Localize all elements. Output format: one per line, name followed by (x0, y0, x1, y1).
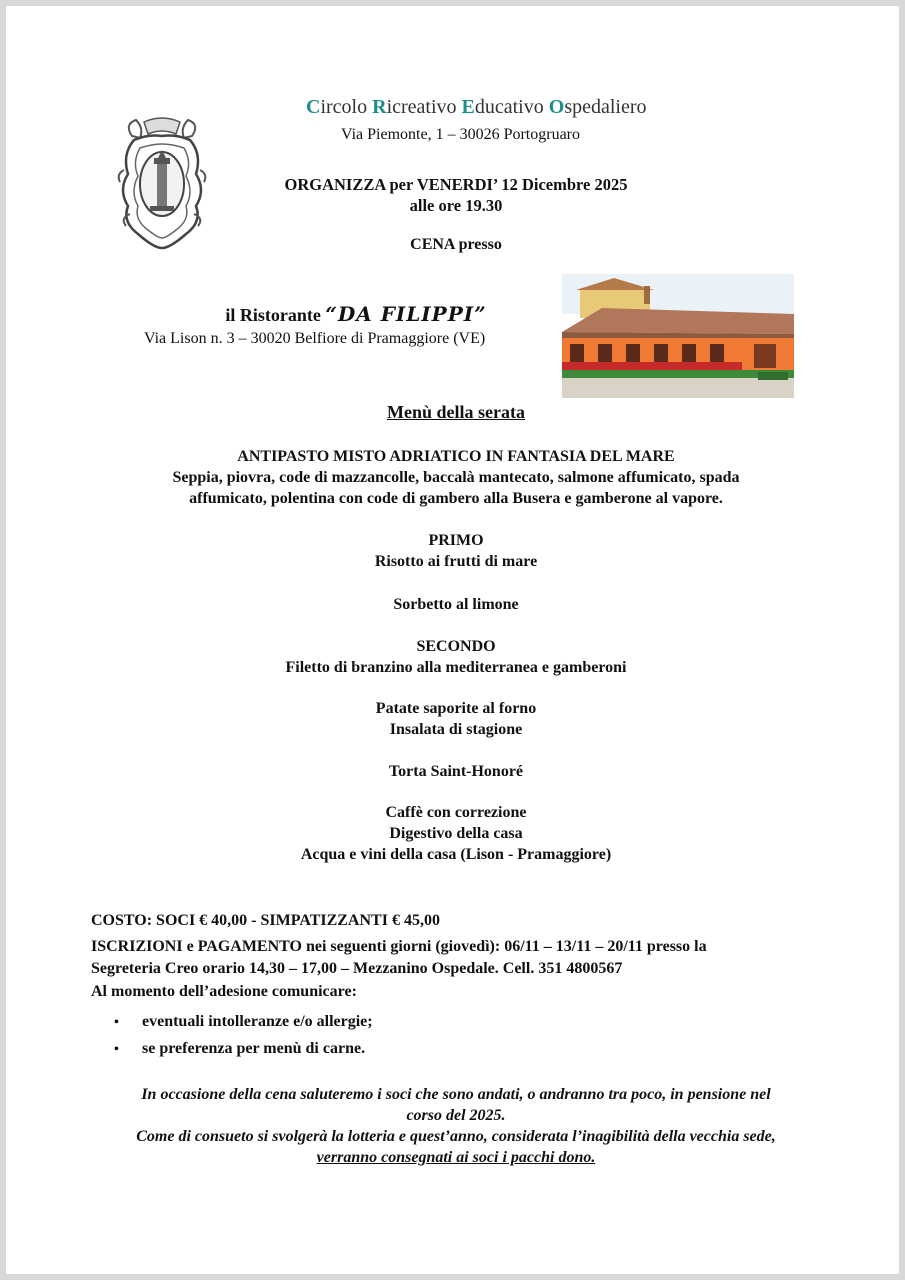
document-page (6, 6, 899, 1274)
org-name-initial-r: R (372, 96, 387, 118)
organization-address: Via Piemonte, 1 – 30026 Portogruaro (341, 126, 581, 143)
digestivo: Digestivo della casa (389, 825, 523, 842)
list-item: • eventuali intolleranze e/o allergie; (114, 1009, 373, 1036)
dinner-label: CENA presso (410, 236, 502, 253)
antipasto-title: ANTIPASTO MISTO ADRIATICO IN FANTASIA DEL MARE (237, 448, 675, 465)
registration-line1: ISCRIZIONI e PAGAMENTO nei seguenti giorni (giovedì): 06/11 – 13/11 – 20/11 presso la (91, 938, 707, 955)
communication-list (114, 1009, 373, 1063)
org-name-word-1: ircolo (320, 96, 373, 118)
retirement-note-line2: corso del 2025. (406, 1107, 506, 1124)
dessert: Torta Saint-Honoré (388, 763, 524, 780)
event-time: alle ore 19.30 (409, 196, 503, 215)
bullet-icon: • (114, 1042, 119, 1057)
restaurant-heading (156, 302, 556, 326)
bevande: Acqua e vini della casa (Lison - Pramaggiore) (300, 846, 612, 863)
org-name-initial-o: O (548, 96, 565, 118)
contorno-patate: Patate saporite al forno (375, 700, 537, 717)
drinks-section (86, 802, 826, 865)
restaurant-name: “DA FILIPPI” (325, 302, 487, 326)
antipasto-description-line2: affumicato, polentina con code di gambero alla Busera e gamberone al vapore. (189, 490, 723, 507)
org-name-initial-e: E (461, 96, 475, 118)
club-emblem-logo (114, 114, 210, 250)
antipasto-section (86, 446, 826, 509)
contorno-insalata: Insalata di stagione (389, 721, 523, 738)
primo-section (86, 530, 826, 572)
secondo-section (86, 636, 826, 678)
restaurant-prefix: il Ristorante (225, 305, 321, 325)
bullet-icon: • (114, 1015, 119, 1030)
event-announcement (206, 174, 706, 216)
registration-line2: Segreteria Creo orario 14,30 – 17,00 – Mezzanino Ospedale. Cell. 351 4800567 (91, 960, 623, 977)
org-name-initial-c: C (306, 96, 321, 118)
menu-title: Menù della serata (387, 402, 525, 422)
list-item: • se preferenza per menù di carne. (114, 1036, 373, 1063)
antipasto-description-line1: Seppia, piovra, code di mazzancolle, baccalà mantecato, salmone affumicato, spada (172, 469, 740, 486)
closing-notes (76, 1084, 836, 1168)
restaurant-photo (562, 274, 794, 398)
primo-dish: Risotto ai frutti di mare (374, 553, 538, 570)
retirement-note-line1: In occasione della cena saluteremo i soci che sono andati, o andranno tra poco, in pensione nel (141, 1086, 771, 1103)
price-info: COSTO: SOCI € 40,00 - SIMPATIZZANTI € 45,00 (91, 912, 440, 929)
registration-info (91, 936, 851, 980)
organization-name (306, 96, 647, 119)
caffe: Caffè con correzione (385, 804, 527, 821)
org-name-word-2: icreativo (386, 96, 462, 118)
communication-note: Al momento dell’adesione comunicare: (91, 983, 357, 1000)
sorbetto: Sorbetto al limone (393, 596, 519, 613)
org-name-word-4: spedaliero (564, 96, 647, 118)
secondo-title: SECONDO (416, 638, 496, 655)
org-name-word-3: ducativo (474, 96, 549, 118)
event-date: ORGANIZZA per VENERDI’ 12 Dicembre 2025 (284, 175, 628, 194)
gift-note: verranno consegnati ai soci i pacchi dono. (316, 1149, 596, 1166)
restaurant-address: Via Lison n. 3 – 30020 Belfiore di Pramaggiore (VE) (144, 330, 486, 347)
contorni-section (86, 698, 826, 740)
primo-title: PRIMO (428, 532, 484, 549)
secondo-dish: Filetto di branzino alla mediterranea e gamberoni (285, 659, 627, 676)
lottery-note: Come di consueto si svolgerà la lotteria e quest’anno, considerata l’inagibilità della vecchia sede, (136, 1128, 776, 1145)
